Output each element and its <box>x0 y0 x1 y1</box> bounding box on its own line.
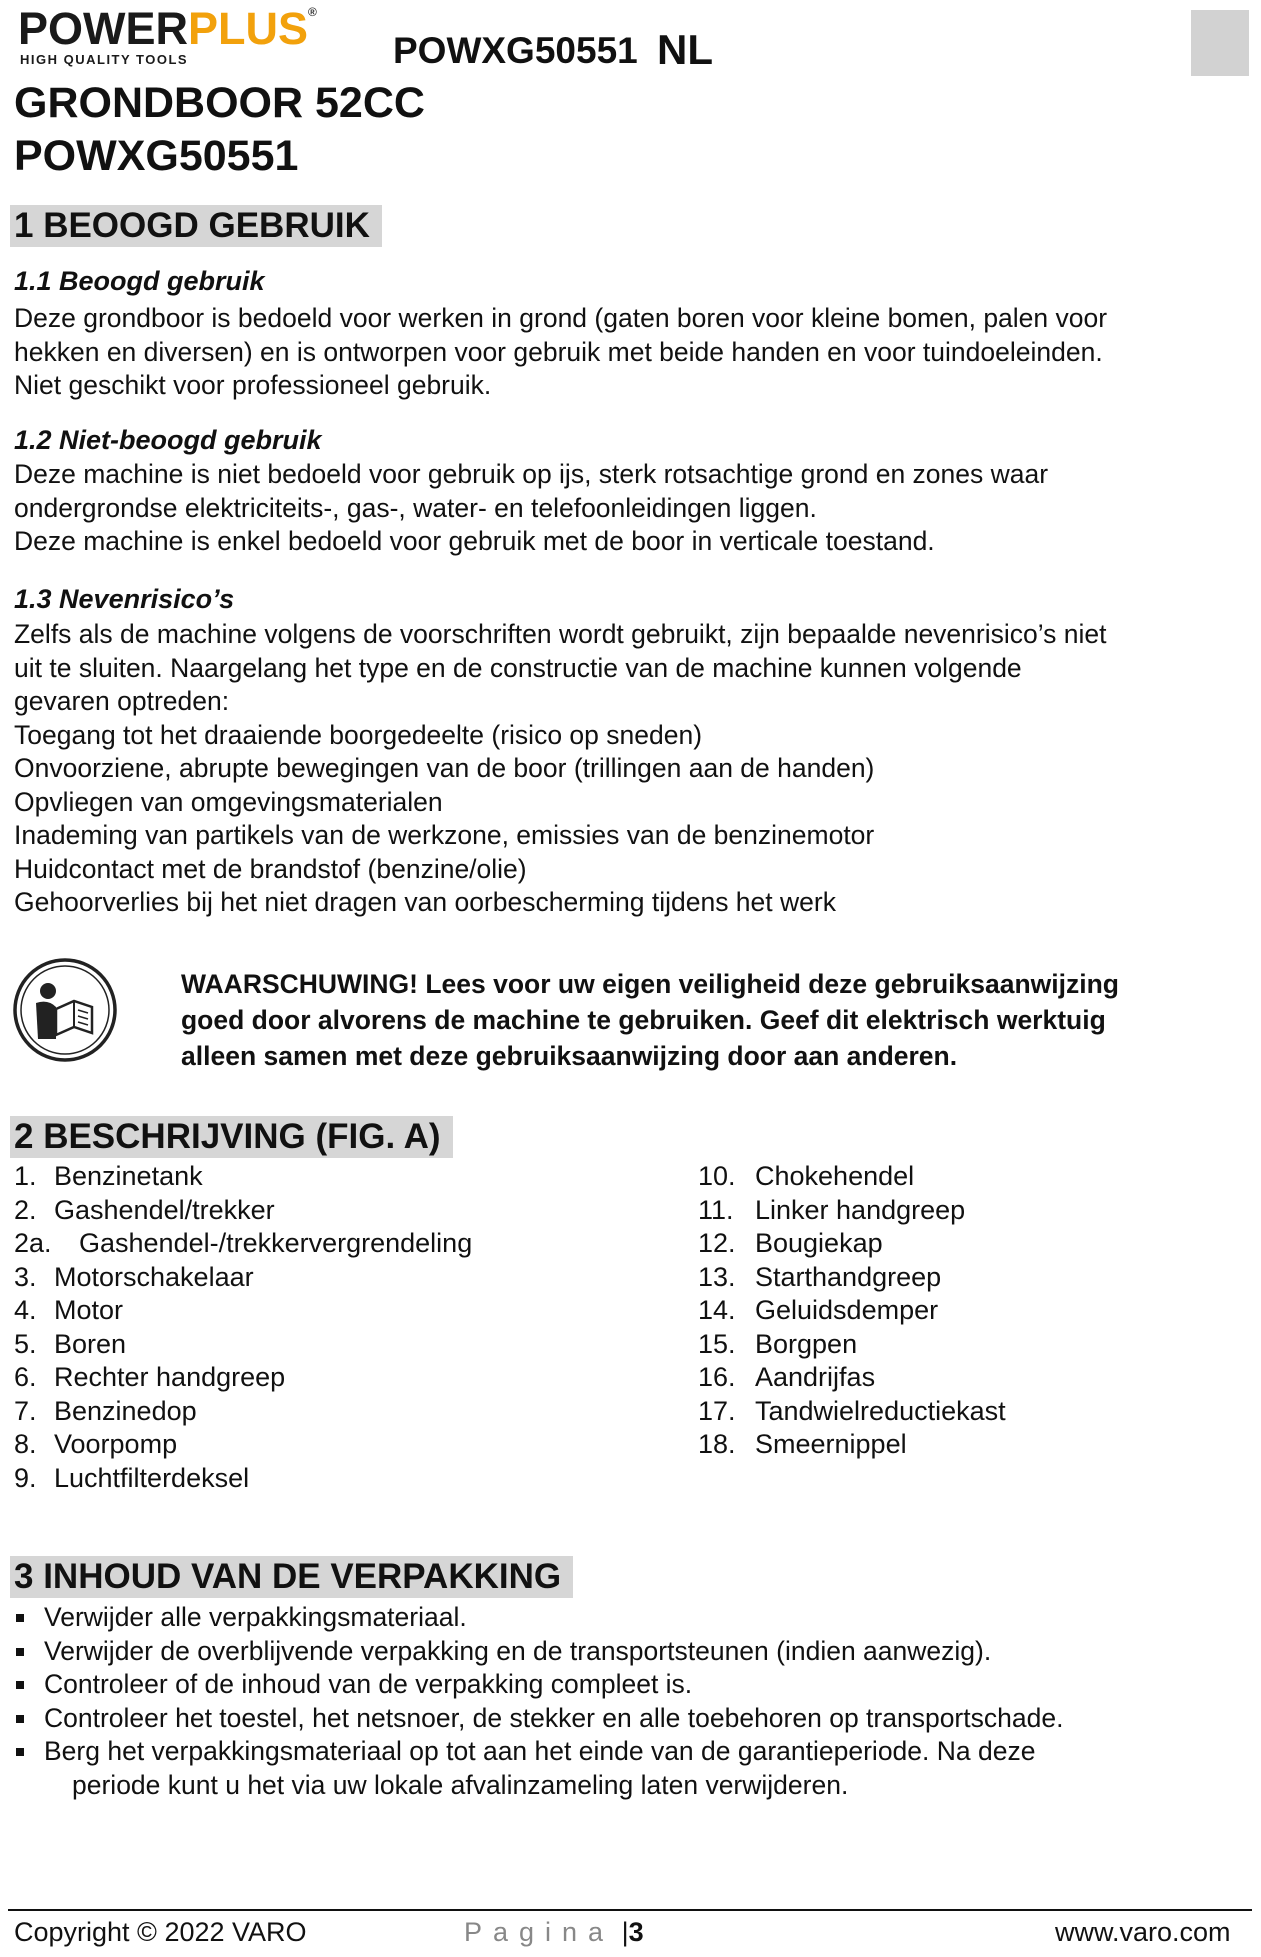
list-item <box>698 1194 1006 1228</box>
part-number: 5. <box>14 1328 37 1359</box>
part-label: Benzinetank <box>54 1161 203 1191</box>
part-number: 11. <box>698 1194 734 1225</box>
text-line: Toegang tot het draaiende boorgedeelte (risico op sneden) <box>14 719 703 750</box>
text-line: ondergrondse elektriciteits-, gas-, water- en telefoonleidingen liggen. <box>14 492 817 523</box>
paragraph-1-2 <box>14 458 1249 559</box>
part-number: 18. <box>698 1429 736 1459</box>
page-title-line1: GRONDBOOR 52CC <box>14 79 425 127</box>
part-number: 2a. <box>14 1228 52 1258</box>
page-number: 3 <box>628 1917 644 1947</box>
part-label: Chokehendel <box>755 1161 915 1191</box>
part-number: 12. <box>698 1228 736 1258</box>
part-label: Rechter handgreep <box>54 1362 286 1392</box>
footer-copyright: Copyright © 2022 VARO <box>14 1917 307 1947</box>
part-number: 2. <box>14 1194 37 1225</box>
text-line: Niet geschikt voor professioneel gebruik. <box>14 370 492 400</box>
part-label: Bougiekap <box>755 1228 883 1258</box>
warning-line: goed door alvorens de machine te gebruiken. Geef dit elektrisch werktuig <box>181 1005 1106 1035</box>
part-label: Voorpomp <box>54 1429 178 1459</box>
part-number: 10. <box>698 1161 736 1191</box>
list-item <box>14 1361 472 1395</box>
part-number: 17. <box>698 1395 736 1426</box>
text-line: Huidcontact met de brandstof (benzine/olie) <box>14 853 527 884</box>
part-number: 16. <box>698 1362 736 1392</box>
footer-page-indicator <box>464 1917 644 1948</box>
text-line: hekken en diversen) en is ontworpen voor gebruik met beide handen en voor tuindoeleinden. <box>14 336 1103 367</box>
list-item <box>14 1395 472 1429</box>
list-item <box>698 1328 1006 1362</box>
list-item: Controleer het toestel, het netsnoer, de stekker en alle toebehoren op transportschade. <box>14 1702 1249 1736</box>
list-item <box>14 1294 472 1328</box>
warning-line: alleen samen met deze gebruiksaanwijzing door aan anderen. <box>181 1041 958 1071</box>
part-number: 4. <box>14 1295 37 1325</box>
part-label: Boren <box>54 1328 127 1359</box>
part-number: 1. <box>14 1161 37 1191</box>
part-number: 6. <box>14 1362 37 1392</box>
list-item <box>698 1261 1006 1295</box>
page-label: Pagina <box>464 1917 615 1947</box>
subheading-1-2: 1.2 Niet-beoogd gebruik <box>14 425 322 455</box>
list-item-continuation: periode kunt u het via uw lokale afvalinzameling laten verwijderen. <box>72 1769 849 1800</box>
part-label: Linker handgreep <box>755 1194 966 1225</box>
parts-list-right <box>698 1160 1006 1462</box>
part-label: Gashendel-/trekkervergrendeling <box>79 1228 473 1258</box>
part-number: 7. <box>14 1395 37 1426</box>
paragraph-1-1 <box>14 302 1249 403</box>
part-label: Smeernippel <box>755 1429 907 1459</box>
text-line: Deze machine is enkel bedoeld voor gebruik met de boor in verticale toestand. <box>14 526 935 556</box>
logo-power-text: POWER <box>18 3 189 54</box>
list-item: Verwijder alle verpakkingsmateriaal. <box>14 1601 1249 1635</box>
part-label: Gashendel/trekker <box>54 1194 275 1225</box>
page-separator: | <box>621 1917 629 1947</box>
part-label: Geluidsdemper <box>755 1295 939 1325</box>
part-number: 13. <box>698 1261 736 1292</box>
list-item <box>14 1194 472 1228</box>
text-line: Inademing van partikels van de werkzone, emissies van de benzinemotor <box>14 820 875 850</box>
section-heading-inhoud-verpakking: 3 INHOUD VAN DE VERPAKKING <box>10 1556 573 1598</box>
part-label: Motorschakelaar <box>54 1261 254 1292</box>
text-line: Opvliegen van omgevingsmaterialen <box>14 786 443 817</box>
list-item: Verwijder de overblijvende verpakking en de transportsteunen (indien aanwezig). <box>14 1635 1249 1669</box>
paragraph-1-3 <box>14 618 1249 920</box>
section-heading-beschrijving: 2 BESCHRIJVING (FIG. A) <box>10 1116 453 1158</box>
read-manual-icon <box>12 957 118 1063</box>
list-item <box>698 1294 1006 1328</box>
part-label: Motor <box>54 1295 124 1325</box>
part-number: 9. <box>14 1462 37 1493</box>
header-language-code: NL <box>657 26 713 73</box>
list-item <box>698 1227 1006 1261</box>
part-label: Tandwielreductiekast <box>755 1395 1006 1426</box>
part-label: Aandrijfas <box>755 1362 876 1392</box>
part-label: Luchtfilterdeksel <box>54 1462 250 1493</box>
subheading-1-1: 1.1 Beoogd gebruik <box>14 266 265 296</box>
part-number: 3. <box>14 1261 37 1292</box>
footer-website: www.varo.com <box>1055 1917 1231 1947</box>
part-number: 14. <box>698 1295 736 1325</box>
list-item: Controleer of de inhoud van de verpakking compleet is. <box>14 1668 1249 1702</box>
section-heading-beoogd-gebruik: 1 BEOOGD GEBRUIK <box>10 205 382 247</box>
list-item <box>14 1261 472 1295</box>
logo-plus-text: PLUS <box>188 3 309 54</box>
list-item <box>698 1361 1006 1395</box>
brand-logo <box>18 3 317 54</box>
text-line: Zelfs als de machine volgens de voorschriften wordt gebruikt, zijn bepaalde nevenrisico’s niet <box>14 619 1107 649</box>
list-item <box>698 1428 1006 1462</box>
warning-line: WAARSCHUWING! Lees voor uw eigen veiligheid deze gebruiksaanwijzing <box>181 969 1119 999</box>
logo-tagline: HIGH QUALITY TOOLS <box>20 52 189 67</box>
part-label: Benzinedop <box>54 1395 197 1426</box>
list-item <box>14 1428 472 1462</box>
list-item <box>14 1462 472 1496</box>
part-label: Starthandgreep <box>755 1261 942 1292</box>
list-item <box>14 1160 472 1194</box>
list-item <box>14 1328 472 1362</box>
page-title-line2: POWXG50551 <box>14 132 299 180</box>
header-model-number: POWXG50551 <box>393 30 638 71</box>
warning-text <box>181 966 1251 1074</box>
parts-list-left <box>14 1160 472 1495</box>
text-line: Deze grondboor is bedoeld voor werken in grond (gaten boren voor kleine bomen, palen voor <box>14 303 1108 333</box>
text-line: Gehoorverlies bij het niet dragen van oorbescherming tijdens het werk <box>14 887 836 917</box>
text-line: uit te sluiten. Naargelang het type en de constructie van de machine kunnen volgende <box>14 652 1022 683</box>
package-contents-list <box>14 1601 1249 1802</box>
language-tab-marker <box>1191 10 1249 76</box>
text-line: gevaren optreden: <box>14 686 230 716</box>
logo-registered-mark: ® <box>308 5 317 19</box>
part-number: 15. <box>698 1328 736 1359</box>
text-line: Deze machine is niet bedoeld voor gebruik op ijs, sterk rotsachtige grond en zones waar <box>14 459 1049 489</box>
list-item <box>698 1160 1006 1194</box>
part-number: 8. <box>14 1429 37 1459</box>
footer-divider <box>8 1909 1252 1911</box>
list-item <box>14 1227 472 1261</box>
list-item <box>698 1395 1006 1429</box>
text-line: Onvoorziene, abrupte bewegingen van de boor (trillingen aan de handen) <box>14 753 875 783</box>
subheading-1-3: 1.3 Nevenrisico’s <box>14 584 235 614</box>
part-label: Borgpen <box>755 1328 858 1359</box>
list-item: Berg het verpakkingsmateriaal op tot aan het einde van de garantieperiode. Na deze <box>14 1735 1249 1769</box>
